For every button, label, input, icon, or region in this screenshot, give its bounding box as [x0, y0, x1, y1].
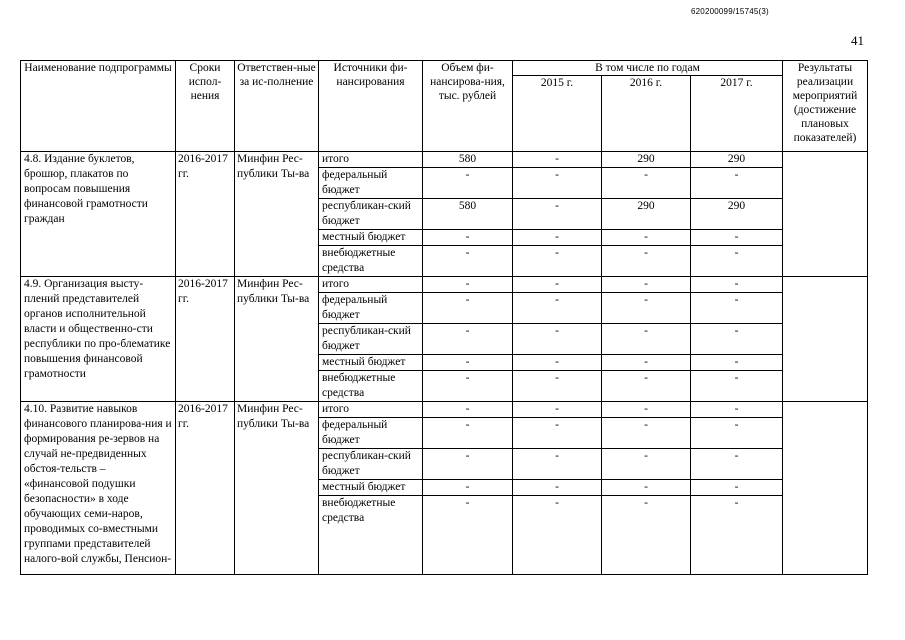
funding-source: внебюджетные средства — [319, 371, 423, 402]
funding-source: республикан-ский бюджет — [319, 199, 423, 230]
funding-2016: - — [602, 246, 691, 277]
funding-2015: - — [513, 277, 602, 293]
funding-2015: - — [513, 402, 602, 418]
funding-2016: - — [602, 355, 691, 371]
funding-2015: - — [513, 449, 602, 480]
financing-table — [20, 60, 868, 575]
measure-name: 4.10. Развитие навыков финансового планирова-ния и формирования ре-зервов на случай не-предвиденных обстоя-тельств – «финансовой подушки безопасности» в ходе обучающих семи-наров, проводимых со-вместными группами представителей налого-вой службы, Пенсион- — [21, 402, 176, 575]
funding-volume: - — [423, 496, 513, 575]
funding-volume: - — [423, 230, 513, 246]
funding-2016: - — [602, 293, 691, 324]
funding-2017: - — [691, 496, 783, 575]
measure-terms: 2016-2017 гг. — [176, 277, 235, 402]
funding-2016: - — [602, 371, 691, 402]
funding-2015: - — [513, 480, 602, 496]
funding-source: внебюджетные средства — [319, 496, 423, 575]
funding-2017: - — [691, 246, 783, 277]
funding-2015: - — [513, 324, 602, 355]
funding-source: итого — [319, 277, 423, 293]
measure-name: 4.8. Издание буклетов, брошюр, плакатов по вопросам повышения финансовой грамотности граждан — [21, 152, 176, 277]
funding-2016: - — [602, 277, 691, 293]
funding-2015: - — [513, 246, 602, 277]
funding-source: итого — [319, 402, 423, 418]
funding-volume: - — [423, 168, 513, 199]
funding-2017: 290 — [691, 199, 783, 230]
measure-results — [783, 277, 868, 402]
funding-2016: 290 — [602, 199, 691, 230]
header-year-2015: 2015 г. — [513, 76, 602, 152]
table-row — [21, 277, 868, 293]
funding-source: местный бюджет — [319, 355, 423, 371]
funding-source: внебюджетные средства — [319, 246, 423, 277]
page-number: 41 — [851, 33, 864, 48]
measure-results — [783, 152, 868, 277]
funding-2016: - — [602, 480, 691, 496]
funding-2016: - — [602, 496, 691, 575]
funding-volume: - — [423, 449, 513, 480]
funding-2015: - — [513, 418, 602, 449]
funding-2017: - — [691, 402, 783, 418]
funding-2015: - — [513, 168, 602, 199]
funding-volume: - — [423, 293, 513, 324]
header-by-years: В том числе по годам — [513, 61, 783, 76]
funding-2017: - — [691, 324, 783, 355]
funding-2015: - — [513, 371, 602, 402]
funding-2015: - — [513, 199, 602, 230]
funding-source: федеральный бюджет — [319, 168, 423, 199]
funding-2015: - — [513, 293, 602, 324]
funding-source: республикан-ский бюджет — [319, 324, 423, 355]
funding-volume: - — [423, 324, 513, 355]
measure-responsible: Минфин Рес-публики Ты-ва — [235, 402, 319, 575]
header-sources: Источники фи-нансирования — [319, 61, 423, 152]
funding-2016: - — [602, 402, 691, 418]
funding-2017: - — [691, 418, 783, 449]
funding-volume: - — [423, 355, 513, 371]
funding-2015: - — [513, 230, 602, 246]
funding-source: местный бюджет — [319, 480, 423, 496]
funding-volume: - — [423, 418, 513, 449]
header-results: Результаты реализации мероприятий (достижение плановых показателей) — [783, 61, 868, 152]
funding-2016: - — [602, 449, 691, 480]
funding-2017: - — [691, 371, 783, 402]
funding-source: местный бюджет — [319, 230, 423, 246]
funding-2017: 290 — [691, 152, 783, 168]
funding-2017: - — [691, 449, 783, 480]
funding-volume: - — [423, 371, 513, 402]
funding-2017: - — [691, 230, 783, 246]
funding-source: республикан-ский бюджет — [319, 449, 423, 480]
funding-2016: 290 — [602, 152, 691, 168]
funding-volume: 580 — [423, 199, 513, 230]
measure-terms: 2016-2017 гг. — [176, 152, 235, 277]
funding-2017: - — [691, 293, 783, 324]
header-name: Наименование подпрограммы — [21, 61, 176, 152]
funding-2017: - — [691, 277, 783, 293]
funding-2016: - — [602, 230, 691, 246]
funding-source: федеральный бюджет — [319, 293, 423, 324]
funding-volume: - — [423, 246, 513, 277]
measure-results — [783, 402, 868, 575]
measure-terms: 2016-2017 гг. — [176, 402, 235, 575]
measure-responsible: Минфин Рес-публики Ты-ва — [235, 277, 319, 402]
funding-2015: - — [513, 496, 602, 575]
funding-2015: - — [513, 152, 602, 168]
funding-2016: - — [602, 168, 691, 199]
funding-2015: - — [513, 355, 602, 371]
measure-responsible: Минфин Рес-публики Ты-ва — [235, 152, 319, 277]
funding-volume: - — [423, 480, 513, 496]
funding-volume: 580 — [423, 152, 513, 168]
measure-name: 4.9. Организация высту-плений представителей органов исполнительной власти и общественно-сти республики по про-блематике повышения финансовой грамотности — [21, 277, 176, 402]
header-terms: Сроки испол-нения — [176, 61, 235, 152]
funding-volume: - — [423, 277, 513, 293]
funding-volume: - — [423, 402, 513, 418]
table-row — [21, 402, 868, 418]
header-volume: Объем фи-нансирова-ния, тыс. рублей — [423, 61, 513, 152]
funding-2017: - — [691, 480, 783, 496]
funding-2017: - — [691, 355, 783, 371]
table-row — [21, 152, 868, 168]
funding-2016: - — [602, 418, 691, 449]
funding-2016: - — [602, 324, 691, 355]
header-responsible: Ответствен-ные за ис-полнение — [235, 61, 319, 152]
header-year-2017: 2017 г. — [691, 76, 783, 152]
funding-source: федеральный бюджет — [319, 418, 423, 449]
header-year-2016: 2016 г. — [602, 76, 691, 152]
funding-source: итого — [319, 152, 423, 168]
document-id: 620200099/15745(3) — [691, 7, 769, 16]
table-body — [21, 152, 868, 575]
funding-2017: - — [691, 168, 783, 199]
